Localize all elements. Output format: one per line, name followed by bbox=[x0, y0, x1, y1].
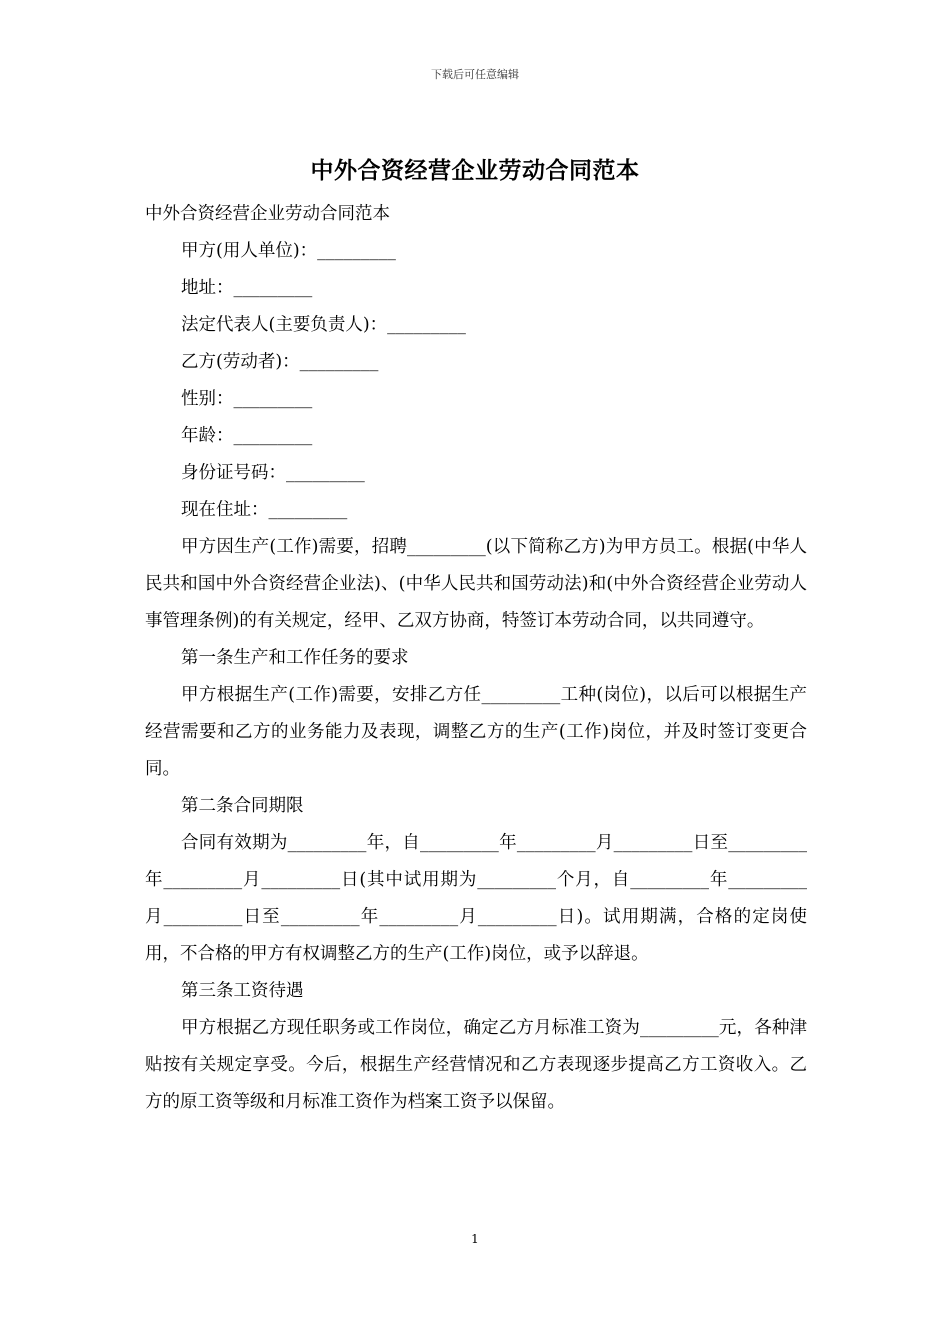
field-id-number: 身份证号码：_________ bbox=[181, 463, 365, 483]
field-current-address: 现在住址：_________ bbox=[181, 500, 348, 520]
section-heading: 第三条工资待遇 bbox=[181, 981, 304, 1001]
field-legal-representative: 法定代表人(主要负责人)：_________ bbox=[181, 315, 466, 335]
section-paragraph: 甲方根据生产(工作)需要，安排乙方任_________工种(岗位)，以后可以根据生产经营需要和乙方的业务能力及表现，调整乙方的生产(工作)岗位，并及时签订变更合同。 bbox=[145, 685, 807, 779]
page-number: 1 bbox=[471, 1232, 479, 1246]
section-heading: 第一条生产和工作任务的要求 bbox=[181, 648, 409, 668]
page-header-note: 下载后可任意编辑 bbox=[431, 68, 519, 81]
field-employee: 乙方(劳动者)：_________ bbox=[181, 352, 379, 372]
field-gender: 性别：_________ bbox=[181, 389, 313, 409]
section-heading: 第二条合同期限 bbox=[181, 796, 304, 816]
document-subtitle: 中外合资经营企业劳动合同范本 bbox=[145, 204, 390, 224]
document-body bbox=[145, 196, 807, 1121]
field-age: 年龄：_________ bbox=[181, 426, 313, 446]
section-paragraph: 合同有效期为_________年，自_________年_________月_________日至_________年_________月_________日(其中试用期为_________个月，自_________年_________月_________日至_________年_________月_________日)。试用期满，合格的定岗使用，不合格的甲方有权调整乙方的生产(工作)岗位，或予以辞退。 bbox=[145, 833, 807, 964]
field-employer: 甲方(用人单位)：_________ bbox=[181, 241, 396, 261]
section-paragraph: 甲方根据乙方现任职务或工作岗位，确定乙方月标准工资为_________元，各种津贴按有关规定享受。今后，根据生产经营情况和乙方表现逐步提高乙方工资收入。乙方的原工资等级和月标准工资作为档案工资予以保留。 bbox=[145, 1018, 807, 1112]
field-address: 地址：_________ bbox=[181, 278, 313, 298]
intro-paragraph: 甲方因生产(工作)需要，招聘_________(以下简称乙方)为甲方员工。根据(中华人民共和国中外合资经营企业法)、(中华人民共和国劳动法)和(中外合资经营企业劳动人事管理条例)的有关规定，经甲、乙双方协商，特签订本劳动合同，以共同遵守。 bbox=[145, 537, 807, 631]
document-title: 中外合资经营企业劳动合同范本 bbox=[310, 157, 640, 184]
